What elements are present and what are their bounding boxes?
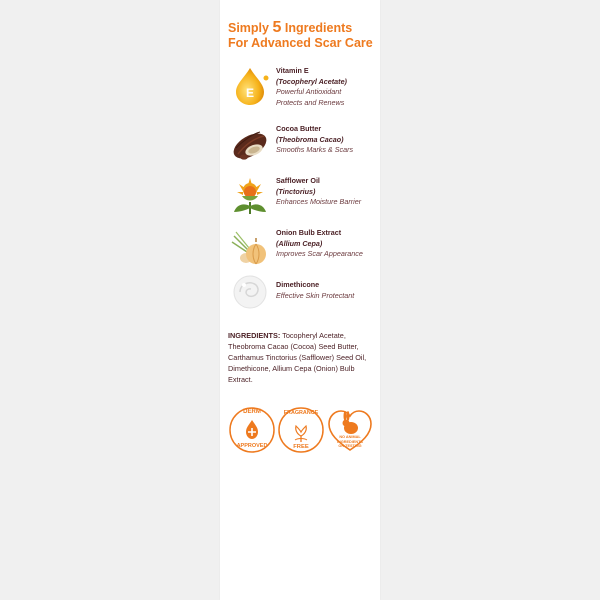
ingredient-benefit: Smooths Marks & Scars	[276, 145, 354, 154]
cream-swirl-icon	[230, 272, 270, 312]
vitamin-e-letter: E	[245, 86, 255, 100]
ingredient-name: Onion Bulb Extract	[276, 228, 342, 237]
free-label: FREE	[293, 444, 309, 450]
ingredient-vitamin-e	[228, 66, 378, 112]
no-animal-line-2: INGREDIENTS	[337, 439, 363, 444]
ingredient-latin: (Tinctorius)	[276, 186, 316, 196]
no-animal-line-1: NO ANIMAL	[339, 435, 361, 439]
derm-label: DERM	[243, 409, 261, 415]
ingredient-text	[276, 280, 380, 301]
cruelty-free-badge	[326, 406, 374, 454]
ingredient-cocoa-butter	[228, 124, 378, 170]
ingredient-onion-bulb-extract	[228, 228, 378, 274]
no-animal-line-3: OR TESTING	[338, 444, 362, 448]
no-animal-label	[326, 435, 374, 449]
fragrance-label: FRAGRANCE	[283, 410, 319, 416]
ingredient-name: Safflower Oil	[276, 176, 320, 185]
ingredient-name: Dimethicone	[276, 280, 320, 289]
headline-suffix: Ingredients	[281, 21, 353, 35]
headline-number: 5	[272, 19, 282, 36]
ingredient-benefit: Improves Scar Appearance	[276, 249, 363, 258]
headline-line-2: For Advanced Scar Care	[228, 36, 373, 50]
ingredient-benefit: Effective Skin Protectant	[276, 290, 355, 300]
ingredient-safflower-oil	[228, 176, 378, 222]
ingredient-text	[276, 66, 380, 108]
ingredients-text: Tocopheryl Acetate, Theobroma Cacao (Cocoa) Seed Butter, Carthamus Tinctorius (Safflower) Seed Oil, Dimethicone, Allium Cepa (Onion) Bulb Extract.	[228, 331, 367, 384]
ingredient-latin: (Tocopheryl Acetate)	[276, 76, 347, 86]
fragrance-free-badge	[277, 406, 325, 454]
headline-prefix: Simply	[228, 21, 273, 35]
ingredients-label: INGREDIENTS:	[228, 331, 281, 340]
ingredient-text	[276, 124, 380, 156]
ingredient-benefit: Protects and Renews	[276, 97, 345, 107]
vitamin-e-drop-icon	[230, 66, 270, 106]
safflower-icon	[230, 176, 270, 216]
onion-icon	[230, 228, 270, 268]
ingredient-dimethicone	[228, 272, 378, 318]
ingredient-latin: (Theobroma Cacao)	[276, 134, 344, 144]
ingredient-text	[276, 228, 380, 260]
ingredient-latin: (Allium Cepa)	[276, 238, 323, 248]
headline-line-1	[228, 20, 378, 36]
cocoa-pod-icon	[230, 124, 270, 164]
ingredient-benefit: Enhances Moisture Barrier	[276, 197, 362, 206]
ingredient-name: Vitamin E	[276, 66, 309, 75]
ingredients-list	[228, 330, 373, 385]
ingredient-text	[276, 176, 380, 208]
headline	[228, 20, 378, 51]
ingredient-name: Cocoa Butter	[276, 124, 322, 133]
ingredient-benefit: Powerful Antioxidant	[276, 87, 342, 96]
derm-approved-badge	[228, 406, 276, 454]
approved-label: APPROVED	[236, 443, 268, 449]
